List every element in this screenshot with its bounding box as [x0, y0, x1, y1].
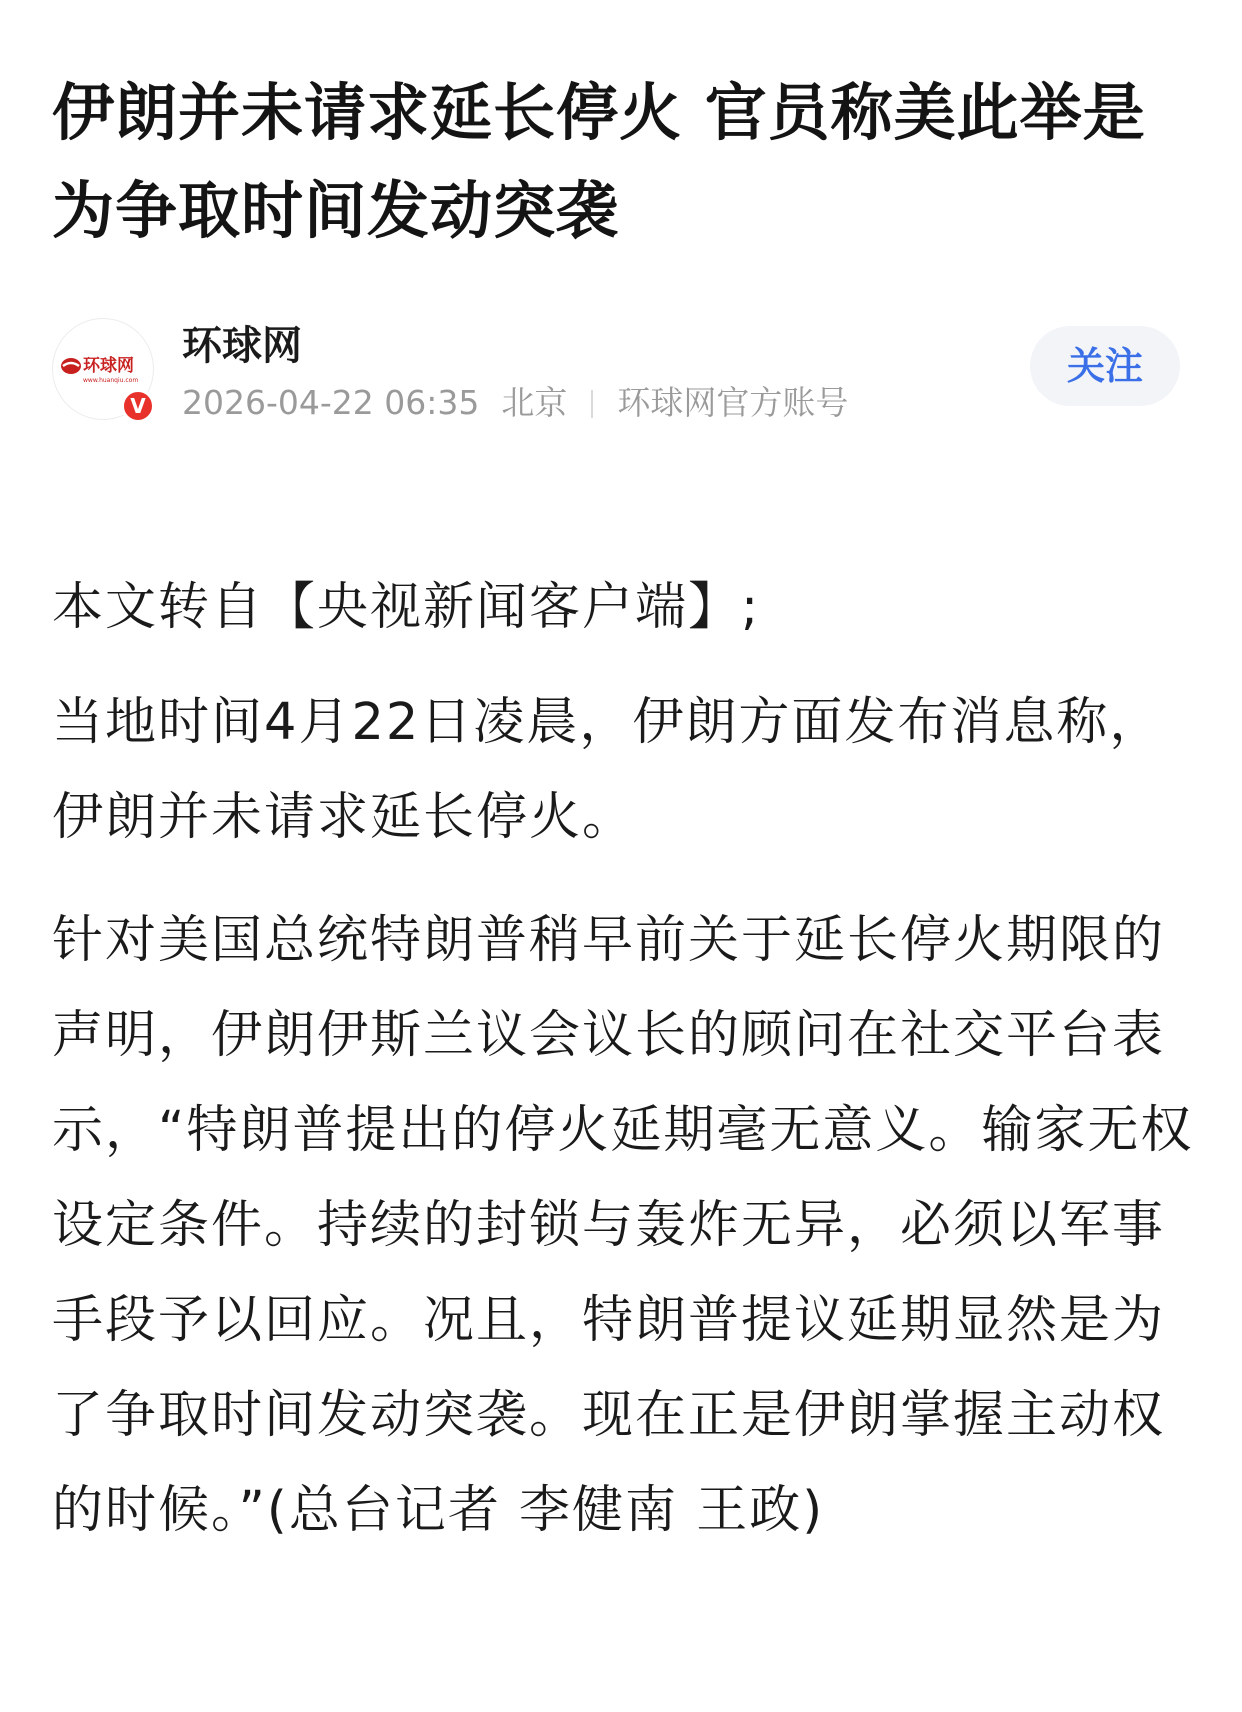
meta-divider — [591, 390, 593, 418]
author-name[interactable]: 环球网 — [182, 323, 302, 369]
article-title: 伊朗并未请求延长停火 官员称美此举是为争取时间发动突袭 — [52, 76, 1146, 247]
huanqiu-logo-icon — [59, 351, 149, 387]
author-description: 环球网官方账号 — [617, 383, 849, 422]
verified-badge-icon: V — [121, 389, 155, 423]
article-meta — [182, 380, 848, 426]
svg-text:环球网: 环球网 — [83, 356, 134, 376]
publish-time: 2026-04-22 06:35 — [182, 383, 480, 422]
follow-button[interactable]: 关注 — [1030, 326, 1180, 406]
svg-text:www.huanqiu.com: www.huanqiu.com — [83, 377, 139, 384]
paragraph: 当地时间4月22日凌晨，伊朗方面发布消息称，伊朗并未请求延长停火。 — [52, 693, 1163, 847]
article-body — [52, 560, 1197, 1586]
publish-location: 北京 — [501, 383, 568, 422]
source-line: 本文转自【央视新闻客户端】; — [52, 578, 761, 637]
paragraph: 针对美国总统特朗普稍早前关于延长停火期限的声明，伊朗伊斯兰议会议长的顾问在社交平台表示，“特朗普提出的停火延期毫无意义。输家无权设定条件。持续的封锁与轰炸无异，必须以军事手段予以回应。况且，特朗普提议延期显然是为了争取时间发动突袭。现在正是伊朗掌握主动权的时候。”(总台记者 李健南 王政) — [52, 911, 1194, 1540]
avatar[interactable] — [52, 318, 154, 420]
author-bar — [52, 318, 1192, 428]
